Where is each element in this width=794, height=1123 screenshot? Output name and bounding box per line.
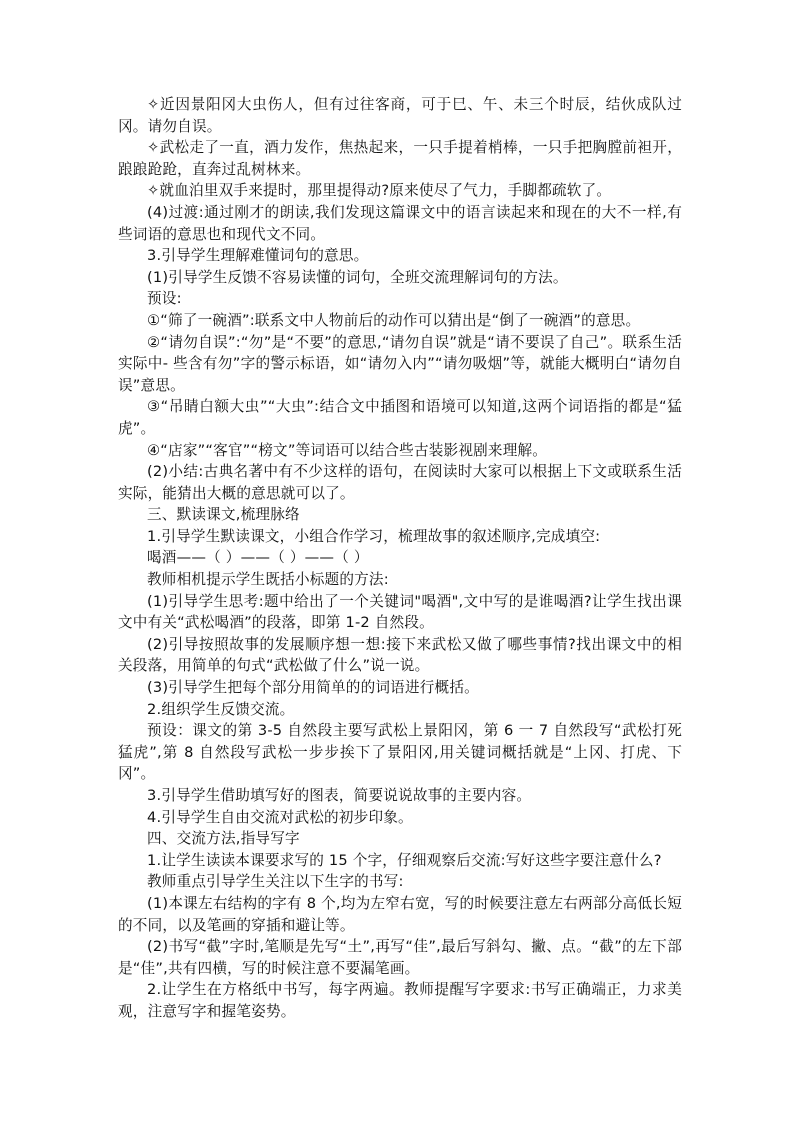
writing-item-1: (1)本课左右结构的字有 8 个,均为左窄右宽，写的时候要注意左右两部分高低长短的不同，以及笔画的穿插和避让等。 bbox=[118, 894, 682, 934]
writing-item-2: (2)书写“截”字时,笔顺是先写“土”,再写“佳”,最后写斜勾、撇、点。“截”的左下部是“佳”,共有四横，写的时候注意不要漏笔画。 bbox=[118, 938, 682, 977]
section-3-heading: 三、默读课文,梳理脉络 bbox=[147, 506, 300, 524]
step-3-item-1: (1)引导学生反馈不容易读懂的词句，全班交流理解词句的方法。 bbox=[147, 268, 568, 286]
quote-paragraph-2: ✧武松走了一直，酒力发作，焦热起来，一只手提着梢棒，一只手把胸膛前袒开，踉踉跄跄，直奔过乱树林来。 bbox=[118, 139, 682, 178]
preset-item-1: ①“筛了一碗酒”:联系文中人物前后的动作可以猜出是“倒了一碗酒”的意思。 bbox=[147, 311, 641, 329]
quote-paragraph-3: ✧就血泊里双手来提时，那里提得动?原来使尽了气力，手脚都疏软了。 bbox=[147, 182, 612, 200]
preset-item-2: ②“请勿自误”:“勿”是“不要”的意思,“请勿自误”就是“请不要误了自己”。联系生活实际中- 些含有勿”字的警示标语，如“请勿入内”“请勿吸烟”等，就能大概明白“请勿自误”意思。 bbox=[118, 333, 682, 394]
section-3-item-4: 4.引导学生自由交流对武松的初步印象。 bbox=[147, 808, 413, 826]
preset-label: 预设: bbox=[147, 290, 182, 308]
section-3-item-2: 2.组织学生反馈交流。 bbox=[147, 700, 295, 718]
section-4-item-1: 1.让学生读读本课要求写的 15 个字，仔细观察后交流:写好这些字要注意什么? bbox=[147, 851, 662, 869]
preset-item-3: ③“吊睛白额大虫”“大虫”:结合文中插图和语境可以知道,这两个词语指的都是“猛虎”。 bbox=[118, 398, 682, 437]
teacher-focus: 教师重点引导学生关注以下生字的书写: bbox=[147, 873, 404, 891]
transition-paragraph: (4)过渡:通过刚才的朗读,我们发现这篇课文中的语言读起来和现在的大不一样,有些词语的意思也和现代文不同。 bbox=[118, 203, 682, 243]
hint-item-2: (2)引导按照故事的发展顺序想一想:接下来武松又做了哪些事情?找出课文中的相关段落，用简单的句式“武松做了什么”说一说。 bbox=[118, 635, 682, 675]
fill-in-blank-line: 喝酒——（ ）——（ ）——（ ） bbox=[147, 549, 369, 567]
step-3-heading: 3.引导学生理解难懂词句的意思。 bbox=[147, 247, 369, 265]
section-3-item-1: 1.引导学生默读课文，小组合作学习，梳理故事的叙述顺序,完成填空: bbox=[147, 527, 601, 545]
preset-item-4: ④“店家”“客官”“榜文”等词语可以结合些古装影视剧来理解。 bbox=[147, 441, 548, 459]
section-4-item-2: 2.让学生在方格纸中书写，每字两遍。教师提醒写字要求:书写正确端正，力求美观，注意写字和握笔姿势。 bbox=[118, 981, 682, 1020]
teacher-hint: 教师相机提示学生既括小标题的方法: bbox=[147, 571, 389, 589]
hint-item-1: (1)引导学生思考:题中给出了一个关键词"喝酒",文中写的是谁喝酒?让学生找出课文中有关“武松喝酒”的段落，即第 1-2 自然段。 bbox=[118, 592, 682, 632]
summary-paragraph: (2)小结:古典名著中有不少这样的语句，在阅读时大家可以根据上下文或联系生活实际，能猜出大概的意思就可以了。 bbox=[118, 463, 682, 502]
quote-paragraph-1: ✧近因景阳冈大虫伤人，但有过往客商，可于巳、午、未三个时辰，结伙成队过冈。请勿自误。 bbox=[118, 96, 682, 135]
lesson-plan-body bbox=[118, 94, 682, 1023]
hint-item-3: (3)引导学生把每个部分用简单的的词语进行概括。 bbox=[147, 679, 479, 697]
section-4-heading: 四、交流方法,指导写字 bbox=[147, 830, 300, 848]
section-3-item-3: 3.引导学生借助填写好的图表，简要说说故事的主要内容。 bbox=[147, 787, 532, 804]
preset-paragraph: 预设：课文的第 3-5 自然段主要写武松上景阳冈，第 6 一 7 自然段写“武松打死猛虎”,第 8 自然段写武松一步步挨下了景阳冈,用关键词概括就是“上冈、打虎、下冈”。 bbox=[118, 722, 682, 783]
